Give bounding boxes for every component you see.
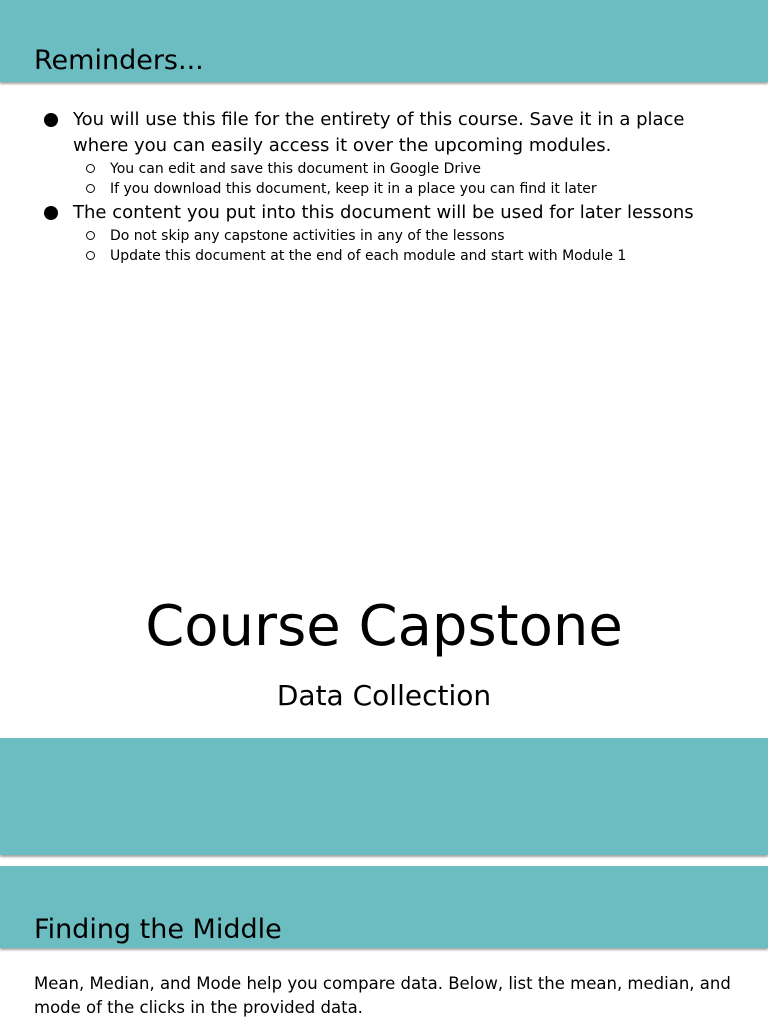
- course-title: Course Capstone: [145, 594, 623, 659]
- reminder-item-text: You will use this file for the entirety of this course. Save it in a place where you can easily access it over the upcoming modules.: [73, 109, 685, 156]
- reminder-subitem-text: Do not skip any capstone activities in any of the lessons: [110, 228, 505, 244]
- title-slide-band: [0, 738, 768, 855]
- instructions-paragraph: Mean, Median, and Mode help you compare data. Below, list the mean, median, and mode of the clicks in the provided data.: [34, 974, 731, 1017]
- hollow-bullet-icon: [86, 231, 95, 240]
- reminder-subitem: [83, 226, 734, 246]
- reminders-list: [44, 107, 734, 267]
- hollow-bullet-icon: [86, 164, 95, 173]
- reminder-sublist: [73, 226, 734, 266]
- reminder-sublist: [73, 159, 734, 199]
- reminders-heading: Reminders...: [34, 45, 204, 76]
- reminder-subitem-text: If you download this document, keep it in a place you can find it later: [110, 181, 597, 197]
- hollow-bullet-icon: [86, 184, 95, 193]
- reminder-subitem: [83, 159, 734, 179]
- reminder-subitem-text: You can edit and save this document in Google Drive: [110, 161, 481, 177]
- reminder-item: [44, 107, 734, 199]
- bullet-icon: [44, 206, 58, 220]
- reminder-item-text: The content you put into this document will be used for later lessons: [73, 202, 694, 223]
- course-subtitle: Data Collection: [276, 679, 492, 712]
- reminder-subitem: [83, 246, 734, 266]
- reminder-item: [44, 200, 734, 266]
- bullet-icon: [44, 113, 58, 127]
- reminder-subitem-text: Update this document at the end of each module and start with Module 1: [110, 248, 627, 264]
- reminder-subitem: [83, 179, 734, 199]
- finding-middle-heading: Finding the Middle: [34, 914, 282, 945]
- hollow-bullet-icon: [86, 251, 95, 260]
